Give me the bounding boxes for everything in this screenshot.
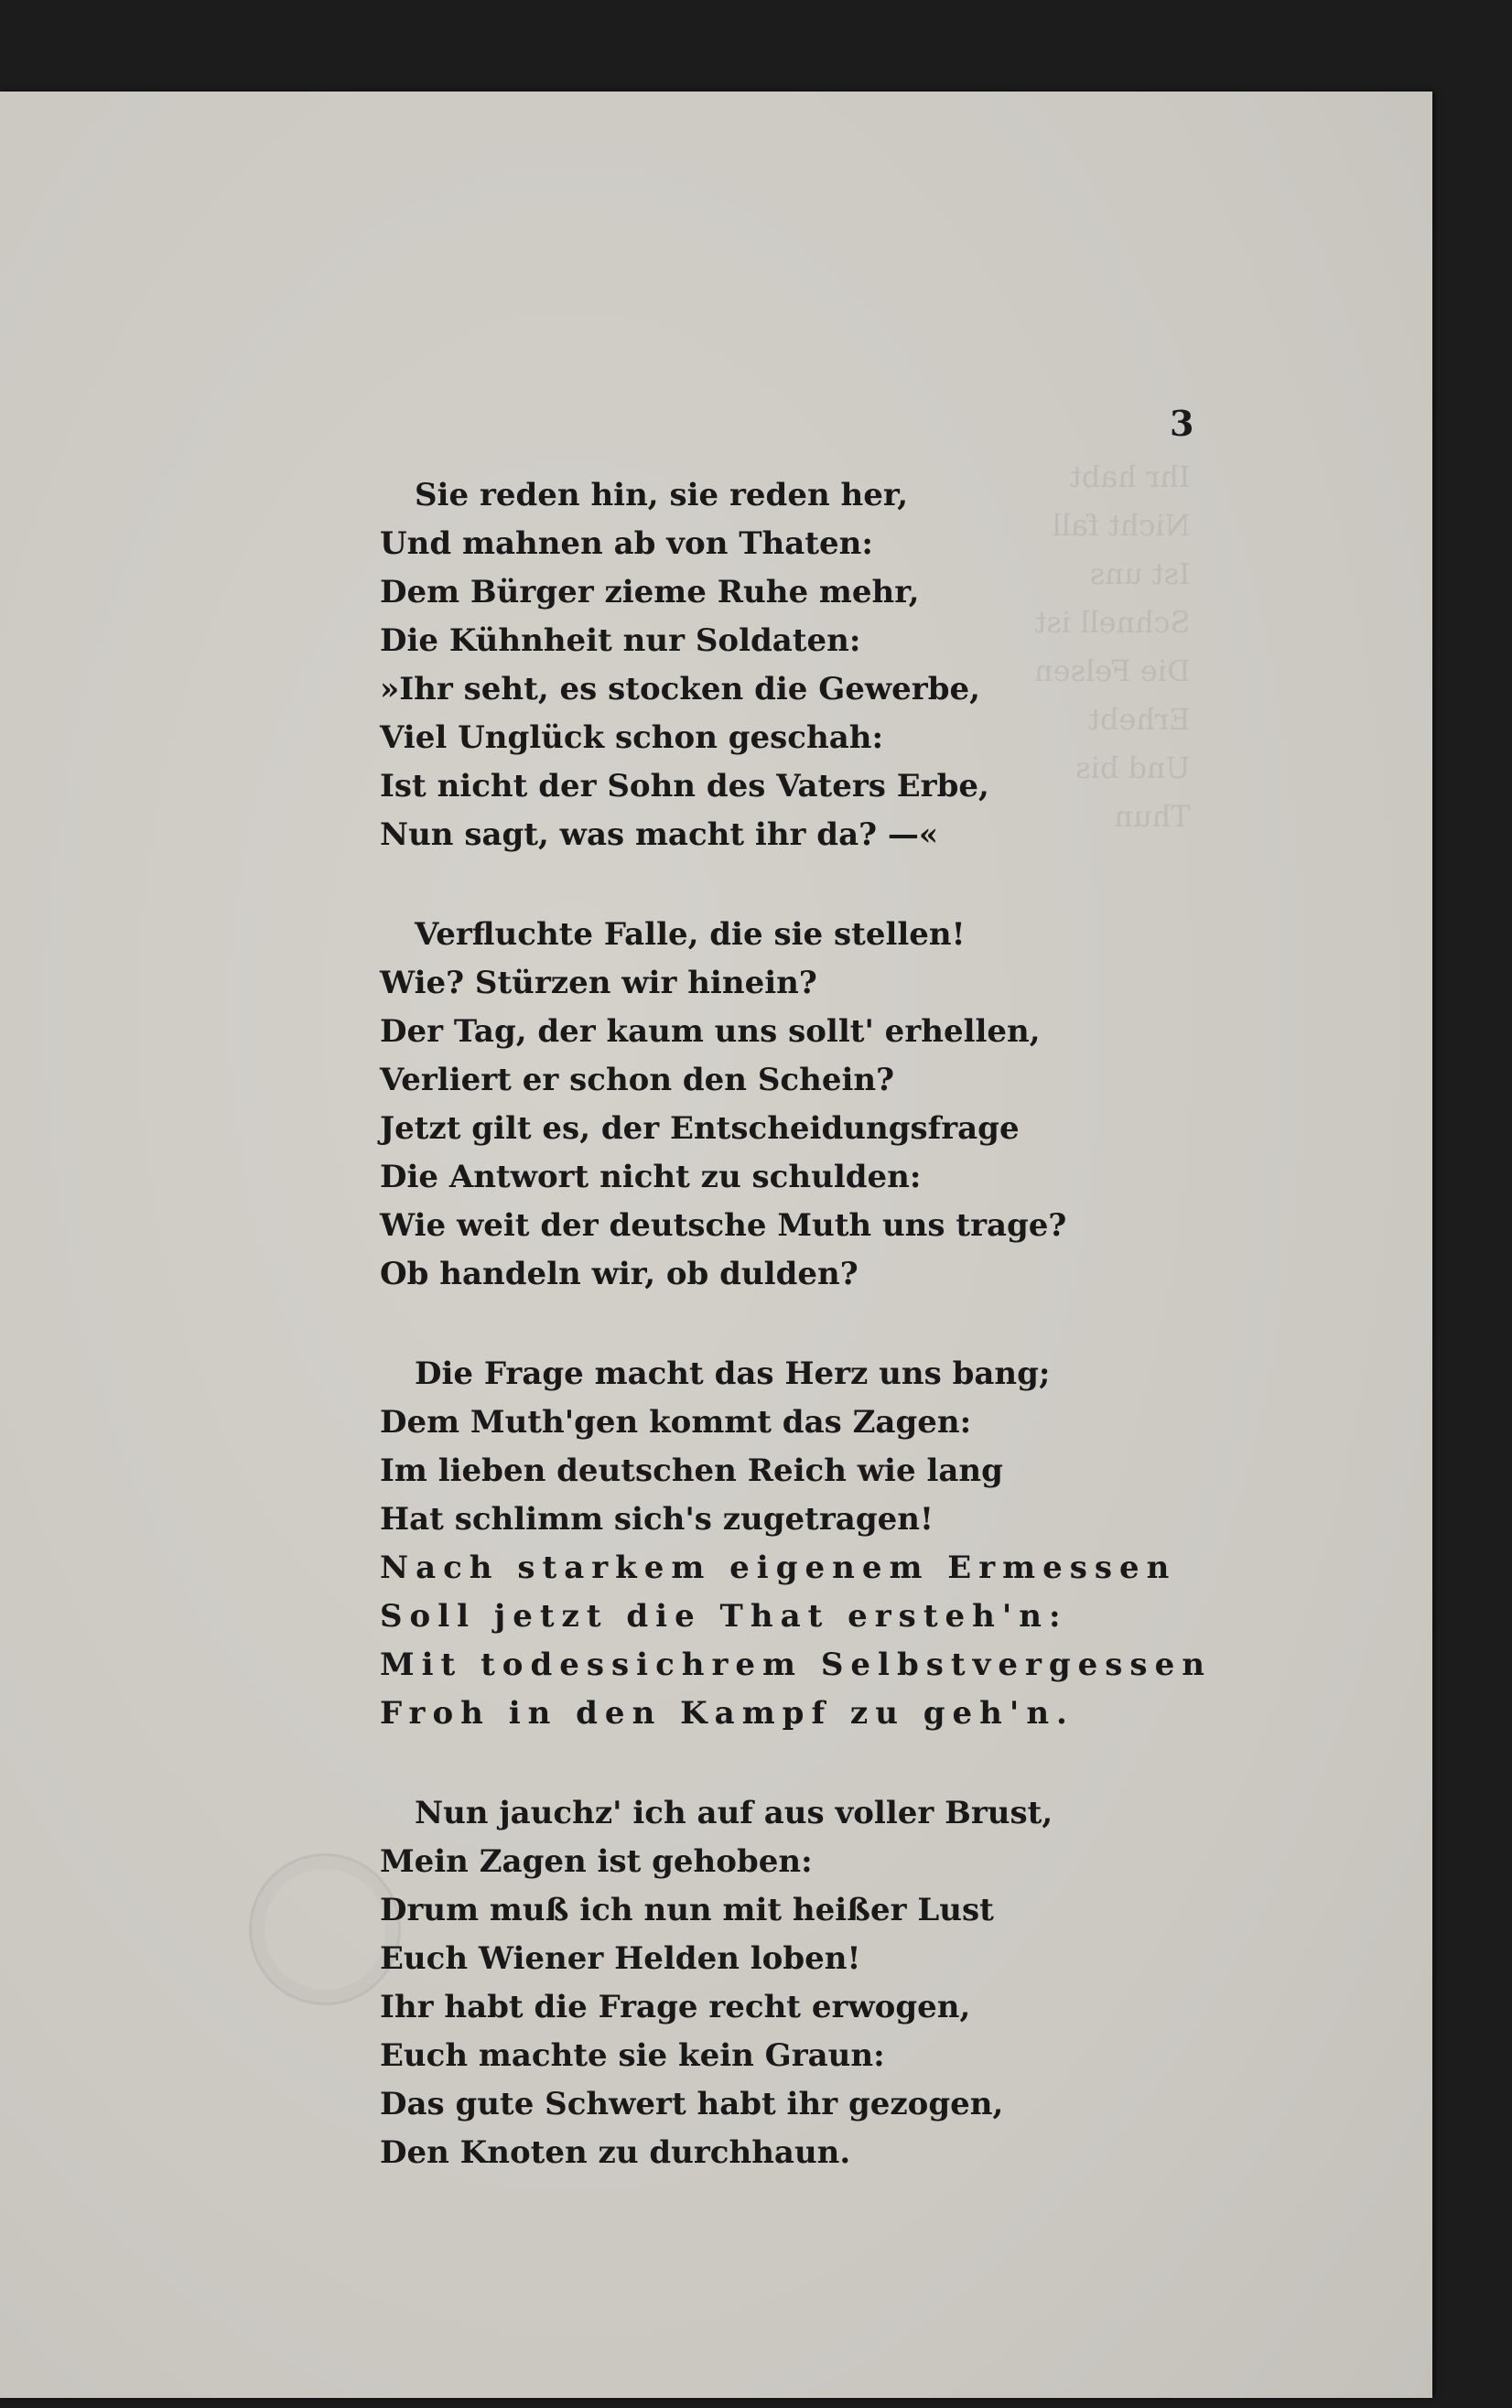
poem-line: Drum muß ich nun mit heißer Lust bbox=[380, 1892, 994, 1928]
stanza-3 bbox=[380, 1350, 1212, 1738]
page-number: 3 bbox=[1170, 403, 1194, 444]
poem-line: Das gute Schwert habt ihr gezogen, bbox=[380, 2086, 1004, 2122]
poem-line: Euch machte sie kein Graun: bbox=[380, 2037, 885, 2074]
poem-line: Sie reden hin, sie reden her, bbox=[415, 477, 909, 513]
poem-line: Verfluchte Falle, die sie stellen! bbox=[415, 916, 966, 953]
poem-line: Nun sagt, was macht ihr da? —« bbox=[380, 816, 939, 853]
poem-line: Die Kühnheit nur Soldaten: bbox=[380, 622, 861, 659]
poem-line: Soll jetzt die That ersteh'n: bbox=[380, 1598, 1068, 1635]
poem-line: Nun jauchz' ich auf aus voller Brust, bbox=[415, 1795, 1053, 1831]
poem-line: Und mahnen ab von Thaten: bbox=[380, 525, 873, 562]
poem bbox=[380, 471, 1212, 2229]
poem-line: Wie weit der deutsche Muth uns trage? bbox=[380, 1207, 1067, 1244]
poem-line: Mit todessichrem Selbstvergessen bbox=[380, 1647, 1212, 1683]
stanza-1 bbox=[380, 471, 1212, 859]
bleed-through-text: Ihr habt Nicht fall Ist uns Schnell ist Die Felsen Erhebt Und bis Thun bbox=[1034, 459, 1191, 834]
poem-line: Verliert er schon den Schein? bbox=[380, 1062, 895, 1098]
poem-line: Dem Muth'gen kommt das Zagen: bbox=[380, 1404, 972, 1441]
book-page bbox=[0, 92, 1432, 2398]
poem-line: Ihr habt die Frage recht erwogen, bbox=[380, 1989, 971, 2025]
poem-line: »Ihr seht, es stocken die Gewerbe, bbox=[380, 671, 980, 707]
stanza-2 bbox=[380, 911, 1212, 1299]
poem-line: Im lieben deutschen Reich wie lang bbox=[380, 1452, 1003, 1489]
library-stamp bbox=[249, 1853, 401, 2005]
poem-line: Nach starkem eigenem Ermessen bbox=[380, 1550, 1177, 1586]
poem-line: Den Knoten zu durchhaun. bbox=[380, 2134, 851, 2171]
poem-line: Euch Wiener Helden loben! bbox=[380, 1940, 861, 1977]
poem-line: Hat schlimm sich's zugetragen! bbox=[380, 1501, 934, 1538]
poem-line: Wie? Stürzen wir hinein? bbox=[380, 965, 817, 1001]
poem-line: Mein Zagen ist gehoben: bbox=[380, 1843, 813, 1880]
stanza-4 bbox=[380, 1789, 1212, 2177]
poem-line: Dem Bürger zieme Ruhe mehr, bbox=[380, 574, 920, 610]
poem-line: Ist nicht der Sohn des Vaters Erbe, bbox=[380, 768, 989, 804]
poem-line: Die Antwort nicht zu schulden: bbox=[380, 1159, 922, 1195]
poem-line: Der Tag, der kaum uns sollt' erhellen, bbox=[380, 1013, 1041, 1050]
poem-line: Jetzt gilt es, der Entscheidungsfrage bbox=[380, 1110, 1020, 1147]
poem-line: Die Frage macht das Herz uns bang; bbox=[415, 1355, 1051, 1392]
poem-line: Viel Unglück schon geschah: bbox=[380, 719, 884, 756]
poem-line: Ob handeln wir, ob dulden? bbox=[380, 1256, 859, 1292]
poem-line: Froh in den Kampf zu geh'n. bbox=[380, 1695, 1075, 1732]
